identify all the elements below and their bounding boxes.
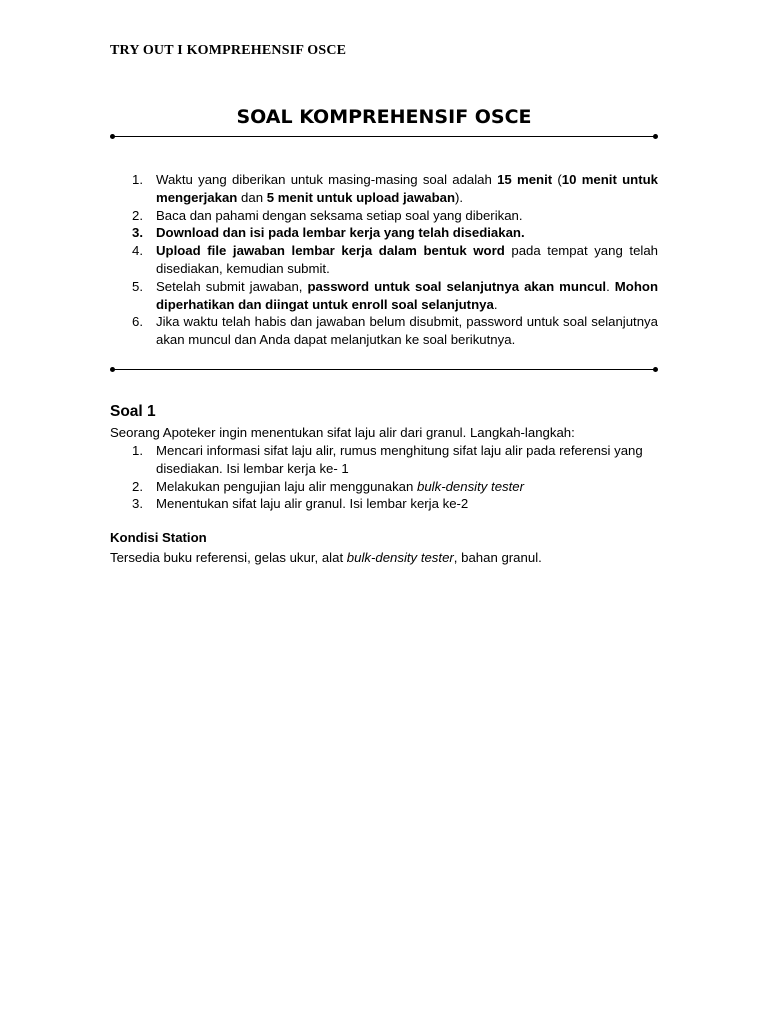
bold-text: 10 menit untuk mengerjakan xyxy=(156,172,658,205)
text-run: ). xyxy=(455,189,464,205)
text-run: pada tempat yang telah disediakan, kemudian submit. xyxy=(156,243,658,276)
text-run: ( xyxy=(552,172,562,187)
divider-dot-right xyxy=(653,134,658,139)
list-number: 1. xyxy=(132,172,143,187)
list-text xyxy=(156,313,658,349)
bottom-divider xyxy=(110,365,658,375)
italic-text: bulk-density tester xyxy=(346,550,454,565)
instruction-item xyxy=(110,171,658,207)
page-header: TRY OUT I KOMPREHENSIF OSCE xyxy=(110,43,347,58)
text-run: , bahan granul. xyxy=(453,550,542,565)
text-run: Tersedia buku referensi, gelas ukur, alat xyxy=(110,550,347,565)
list-text xyxy=(156,278,658,314)
divider-line xyxy=(112,369,656,370)
page-title: SOAL KOMPREHENSIF OSCE xyxy=(236,106,532,128)
bold-text: password untuk soal selanjutnya akan muncul xyxy=(307,278,607,294)
question-steps-list xyxy=(110,442,658,513)
list-text xyxy=(156,242,658,278)
station-condition-text xyxy=(110,549,542,567)
question-step-item xyxy=(110,478,658,496)
question-step-item xyxy=(110,495,658,513)
divider-line xyxy=(112,136,656,137)
question-intro: Seorang Apoteker ingin menentukan sifat laju alir dari granul. Langkah-langkah: xyxy=(110,425,575,440)
list-number: 6. xyxy=(132,314,143,330)
text-run: Menentukan sifat laju alir granul. Isi lembar kerja ke-2 xyxy=(156,496,469,512)
instruction-item xyxy=(110,242,658,278)
list-text xyxy=(156,479,524,494)
list-number: 1. xyxy=(132,443,143,458)
list-number: 4. xyxy=(132,243,143,259)
divider-dot-right xyxy=(653,367,658,372)
text-run: Mencari informasi sifat laju alir, rumus menghitung sifat laju alir pada referensi yang disediakan. Isi lembar kerja ke- 1 xyxy=(156,443,643,476)
text-run: Jika waktu telah habis dan jawaban belum disubmit, password untuk soal selanjutnya akan muncul dan Anda dapat melanjutkan ke soal berikutnya. xyxy=(156,314,658,348)
list-number: 5. xyxy=(132,278,143,294)
text-run: . xyxy=(606,278,615,294)
list-number: 2. xyxy=(132,478,143,494)
question-title: Soal 1 xyxy=(110,403,156,420)
italic-text: bulk-density tester xyxy=(417,478,525,494)
list-text xyxy=(156,207,658,225)
instructions-list xyxy=(110,171,658,349)
text-run: Baca dan pahami dengan seksama setiap soal yang diberikan. xyxy=(156,207,523,223)
text-run: Setelah submit jawaban, xyxy=(156,278,308,294)
bold-text: Upload file jawaban lembar kerja dalam bentuk word xyxy=(156,243,505,259)
list-number: 2. xyxy=(132,207,143,223)
list-text xyxy=(156,171,658,207)
text-run: . xyxy=(493,296,498,312)
list-text xyxy=(156,443,643,476)
text-run: Waktu yang diberikan untuk masing-masing soal adalah xyxy=(156,172,498,187)
bold-text: 5 menit untuk upload jawaban xyxy=(266,189,456,205)
question-step-item xyxy=(110,442,658,478)
list-text xyxy=(156,224,658,242)
top-divider xyxy=(110,132,658,142)
list-number: 3. xyxy=(132,496,143,512)
instruction-item xyxy=(110,278,658,314)
instruction-item xyxy=(110,207,658,225)
bold-text: 15 menit xyxy=(497,172,553,187)
bold-text: Download dan isi pada lembar kerja yang telah disediakan. xyxy=(156,225,525,241)
text-run: dan xyxy=(237,189,267,205)
text-run: Melakukan pengujian laju alir menggunakan xyxy=(156,478,417,494)
list-number: 3. xyxy=(132,225,143,241)
instruction-item xyxy=(110,224,658,242)
station-condition-title: Kondisi Station xyxy=(110,530,207,545)
instruction-item xyxy=(110,313,658,349)
list-text xyxy=(156,496,468,511)
bold-text: Mohon diperhatikan dan diingat untuk enroll soal selanjutnya xyxy=(156,278,659,312)
